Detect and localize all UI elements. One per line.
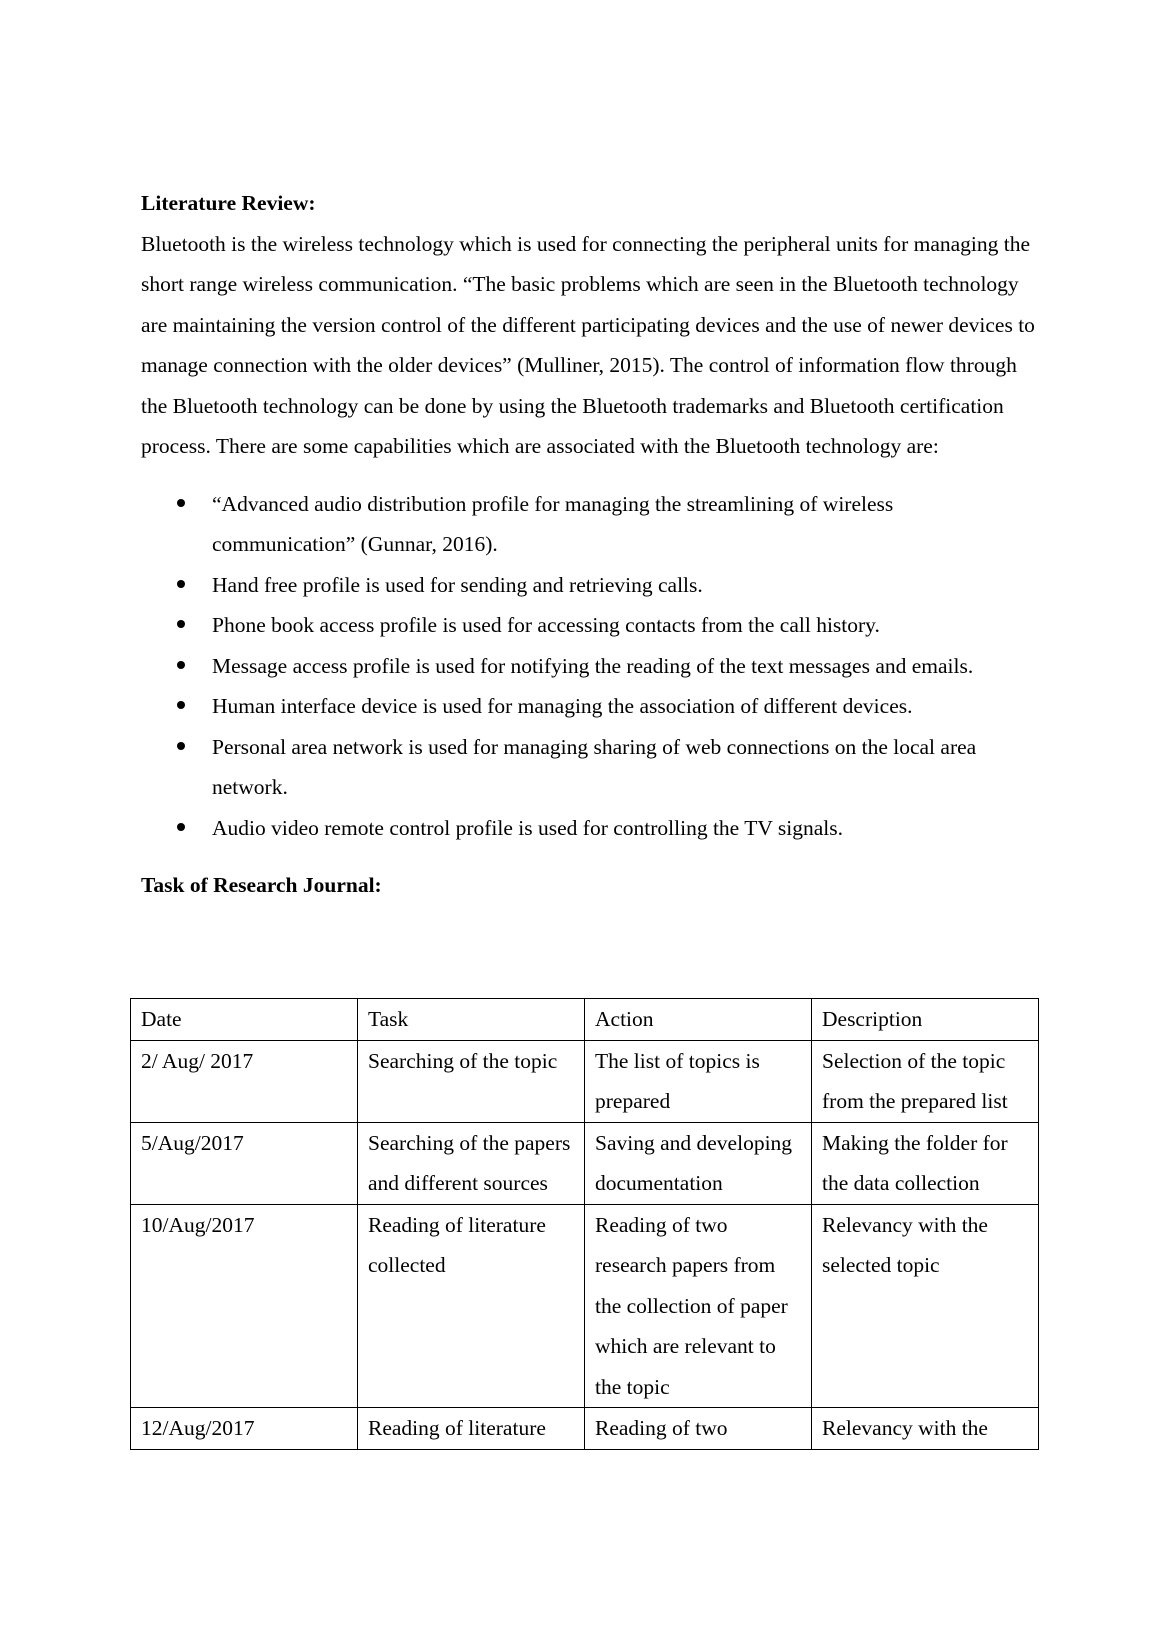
bullet-icon <box>177 661 185 669</box>
header-task: Task <box>358 999 585 1041</box>
bullet-icon <box>177 823 185 831</box>
cell-task: Searching of the topic <box>358 1040 585 1122</box>
table-row <box>131 1040 1039 1122</box>
cell-date: 12/Aug/2017 <box>131 1408 358 1450</box>
bullet-icon <box>177 620 185 628</box>
cell-description: Selection of the topic from the prepared list <box>812 1040 1039 1122</box>
list-item: Audio video remote control profile is used for controlling the TV signals. <box>141 808 1041 849</box>
list-item: Human interface device is used for managing the association of different devices. <box>141 686 1041 727</box>
literature-review-heading: Literature Review: <box>141 191 316 215</box>
cell-action: The list of topics is prepared <box>585 1040 812 1122</box>
cell-description: Making the folder for the data collection <box>812 1122 1039 1204</box>
cell-date: 5/Aug/2017 <box>131 1122 358 1204</box>
table-header-row <box>131 999 1039 1041</box>
bullet-icon <box>177 580 185 588</box>
bullet-icon <box>177 499 185 507</box>
capabilities-list <box>141 484 1041 849</box>
cell-description: Relevancy with the selected topic <box>812 1204 1039 1408</box>
cell-task: Reading of literature <box>358 1408 585 1450</box>
cell-task: Reading of literature collected <box>358 1204 585 1408</box>
table-row <box>131 1204 1039 1408</box>
list-item: “Advanced audio distribution profile for managing the streamlining of wireless communication” (Gunnar, 2016). <box>141 484 1041 565</box>
list-item: Personal area network is used for managing sharing of web connections on the local area network. <box>141 727 1041 808</box>
cell-description: Relevancy with the <box>812 1408 1039 1450</box>
document-body <box>141 183 1041 906</box>
research-journal-heading: Task of Research Journal: <box>141 873 382 897</box>
cell-action: Reading of two <box>585 1408 812 1450</box>
cell-date: 2/ Aug/ 2017 <box>131 1040 358 1122</box>
literature-review-paragraph: Bluetooth is the wireless technology which is used for connecting the peripheral units for managing the short range wireless communication. “The basic problems which are seen in the Bluetooth technology are maintaining the version control of the different participating devices and the use of newer devices to manage connection with the older devices” (Mulliner, 2015). The control of information flow through the Bluetooth technology can be done by using the Bluetooth trademarks and Bluetooth certification process. There are some capabilities which are associated with the Bluetooth technology are: <box>141 231 1035 458</box>
cell-action: Saving and developing documentation <box>585 1122 812 1204</box>
cell-action: Reading of two research papers from the collection of paper which are relevant to the topic <box>585 1204 812 1408</box>
header-action: Action <box>585 999 812 1041</box>
list-item: Message access profile is used for notifying the reading of the text messages and emails. <box>141 646 1041 687</box>
research-journal-table <box>130 998 1039 1450</box>
header-description: Description <box>812 999 1039 1041</box>
header-date: Date <box>131 999 358 1041</box>
cell-task: Searching of the papers and different sources <box>358 1122 585 1204</box>
table-row <box>131 1122 1039 1204</box>
list-item: Hand free profile is used for sending and retrieving calls. <box>141 565 1041 606</box>
bullet-icon <box>177 701 185 709</box>
list-item: Phone book access profile is used for accessing contacts from the call history. <box>141 605 1041 646</box>
bullet-icon <box>177 742 185 750</box>
cell-date: 10/Aug/2017 <box>131 1204 358 1408</box>
table-row <box>131 1408 1039 1450</box>
